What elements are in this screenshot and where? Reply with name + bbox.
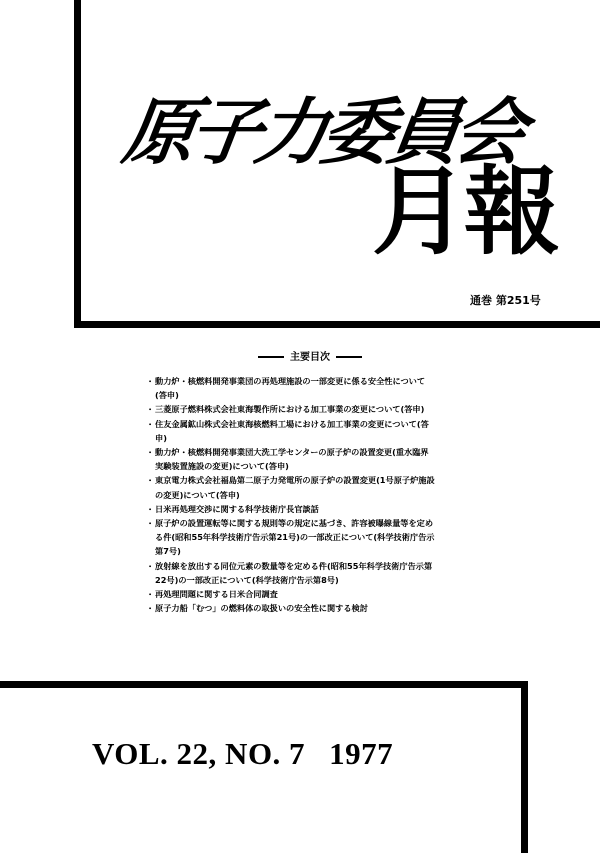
contents-item-text: 原子力船「むつ」の燃料体の取扱いの安全性に関する検討 <box>155 603 368 614</box>
contents-heading-text: 主要目次 <box>290 352 330 363</box>
contents-item-text: 動力炉・核燃料開発事業団の再処理施設の一部変更に係る安全性について(答申) <box>155 376 426 401</box>
contents-item <box>146 587 436 601</box>
contents-item <box>146 417 436 445</box>
heading-rule-left <box>258 356 284 358</box>
contents-item <box>146 502 436 516</box>
bullet: ・ <box>146 560 155 571</box>
contents-item <box>146 559 436 587</box>
issue-number: 通巻 第251号 <box>470 294 541 307</box>
contents-item-text: 三菱原子燃料株式会社東海製作所における加工事業の変更について(答申) <box>155 404 425 415</box>
cover-frame-bottom-rule <box>74 321 600 328</box>
contents-item <box>146 601 436 615</box>
bullet: ・ <box>146 404 155 415</box>
bullet: ・ <box>146 589 155 600</box>
masthead-title-line1: 原子力委員会 <box>118 89 527 174</box>
bullet: ・ <box>146 418 155 429</box>
masthead-title-line2: 月報 <box>372 155 556 268</box>
bullet: ・ <box>146 475 155 486</box>
contents-item <box>146 402 436 416</box>
heading-rule-right <box>336 356 362 358</box>
volume-line <box>92 736 393 772</box>
contents-item <box>146 516 436 559</box>
footer-frame-right-rule <box>521 681 528 853</box>
bullet: ・ <box>146 518 155 529</box>
contents-item-text: 住友金属鉱山株式会社東海核燃料工場における加工事業の変更について(答申) <box>155 418 429 443</box>
volume-number: VOL. 22, NO. 7 <box>92 736 306 771</box>
footer-frame-top-rule <box>0 681 528 688</box>
bullet: ・ <box>146 503 155 514</box>
publication-year: 1977 <box>329 736 394 771</box>
contents-list <box>146 374 436 615</box>
contents-item <box>146 473 436 501</box>
contents-item-text: 放射線を放出する同位元素の数量等を定める件(昭和55年科学技術庁告示第22号)の一部改正について(科学技術庁告示第8号) <box>155 560 433 585</box>
contents-item <box>146 374 436 402</box>
contents-item-text: 東京電力株式会社福島第二原子力発電所の原子炉の設置変更(1号原子炉施設の変更)について(答申) <box>155 475 435 500</box>
contents-item-text: 再処理問題に関する日米合同調査 <box>155 589 278 600</box>
bullet: ・ <box>146 447 155 458</box>
contents-item-text: 日米再処理交渉に関する科学技術庁長官談話 <box>155 503 319 514</box>
contents-item-text: 原子炉の設置運転等に関する規則等の規定に基づき、許容被曝線量等を定める件(昭和55年科学技術庁告示第21号)の一部改正について(科学技術庁告示第7号) <box>155 518 435 557</box>
contents-item-text: 動力炉・核燃料開発事業団大洗工学センターの原子炉の設置変更(重水臨界実験装置施設の変更)について(答申) <box>155 447 429 472</box>
cover-frame-left-rule <box>74 0 81 328</box>
bullet: ・ <box>146 376 155 386</box>
bullet: ・ <box>146 603 155 614</box>
contents-item <box>146 445 436 473</box>
contents-heading <box>210 348 410 363</box>
